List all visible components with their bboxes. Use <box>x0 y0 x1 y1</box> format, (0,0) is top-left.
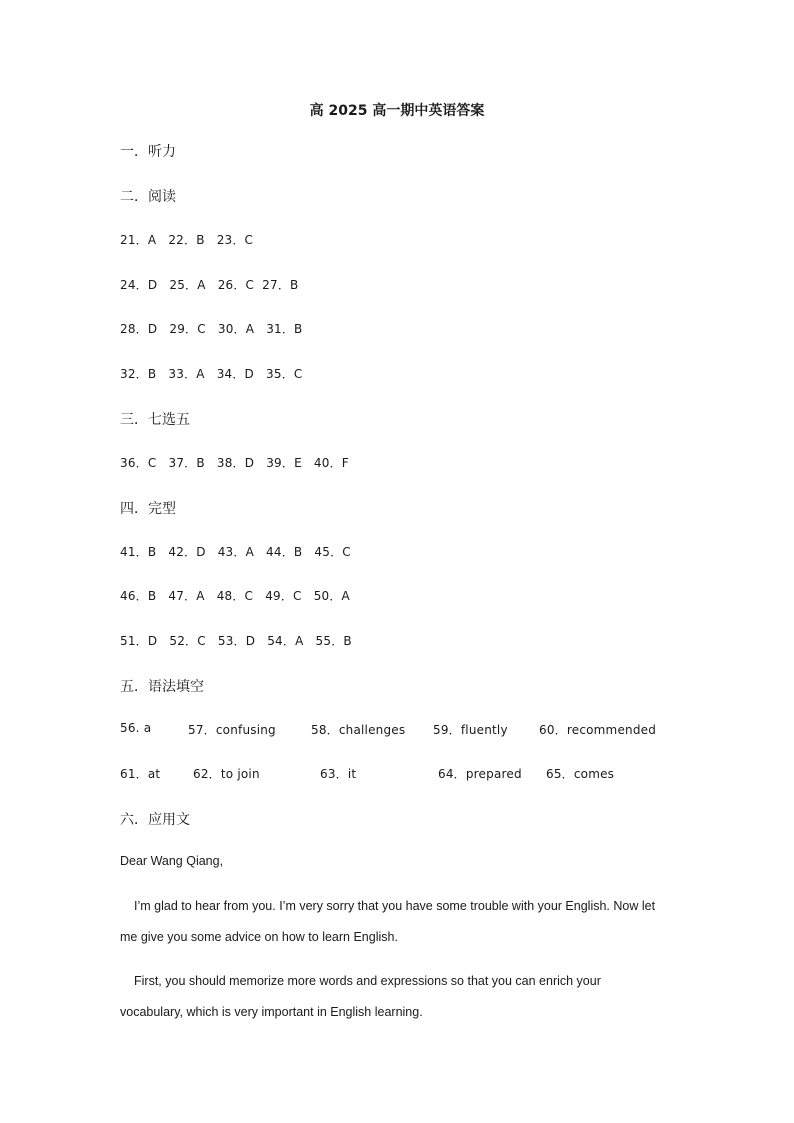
answer: 39．E <box>266 456 302 470</box>
answer: 25．A <box>169 278 206 292</box>
answer: 30．A <box>217 322 255 336</box>
answer: 60．recommended <box>539 723 657 737</box>
answer: 45．C <box>314 545 351 559</box>
answer: 53．D <box>217 634 256 648</box>
answer: 35．C <box>266 367 303 381</box>
letter-greeting: Dear Wang Qiang, <box>120 854 224 868</box>
answer: 37．B <box>168 456 205 470</box>
section-seven-five: 三．七选五 <box>120 412 190 428</box>
answer: 63．it <box>320 767 357 781</box>
answer: 64．prepared <box>438 767 522 781</box>
answer-row <box>120 320 303 337</box>
answer: 36．C <box>120 456 157 470</box>
answer: 48．C <box>216 589 254 603</box>
page-title: 高 2025 高一期中英语答案 <box>309 103 485 119</box>
answer: 29．C <box>169 322 206 336</box>
answer-row <box>120 276 298 293</box>
answer: 54．A <box>267 634 304 648</box>
section-writing: 六．应用文 <box>120 812 190 828</box>
answer-row <box>120 231 253 248</box>
answer: 31．B <box>266 322 303 336</box>
answer: 32．B <box>120 367 157 381</box>
answer: 34．D <box>216 367 254 381</box>
answer: 41．B <box>120 545 157 559</box>
answer: 28．D <box>120 322 158 336</box>
answer: 42．D <box>168 545 206 559</box>
answer: 46．B <box>120 589 157 603</box>
answer-row <box>120 721 680 737</box>
section-listening: 一．听力 <box>120 144 176 160</box>
letter-paragraph: First, you should memorize more words and expressions so that you can enrich your vocabulary, which is very important in English learning. <box>120 974 601 1019</box>
answer: 24．D <box>120 278 158 292</box>
answer-row <box>120 543 351 560</box>
letter-paragraph: I’m glad to hear from you. I’m very sorry that you have some trouble with your English. Now let me give you some advice on how to learn English. <box>120 899 656 944</box>
answer: 56. a <box>120 721 152 735</box>
answer: 47．A <box>168 589 205 603</box>
section-cloze: 四．完型 <box>120 501 176 517</box>
answer: 61．at <box>120 767 161 781</box>
answer-row <box>120 365 303 382</box>
answer: 43．A <box>217 545 254 559</box>
answer: 62．to join <box>193 767 260 781</box>
answer: 51．D <box>120 634 158 648</box>
answer: 26．C <box>217 278 255 292</box>
answer: 52．C <box>169 634 206 648</box>
answer: 49．C <box>265 589 302 603</box>
answer: 23．C <box>216 233 254 247</box>
answer-row <box>120 632 352 649</box>
answer: 44．B <box>266 545 303 559</box>
answer: 57．confusing <box>188 723 276 737</box>
answer: 21．A <box>120 233 157 247</box>
answer: 59．fluently <box>433 723 508 737</box>
section-reading: 二．阅读 <box>120 189 176 205</box>
answer-row <box>120 765 680 781</box>
answer: 38．D <box>216 456 255 470</box>
answer-row <box>120 587 350 604</box>
answer: 40．F <box>313 456 349 470</box>
answer-row <box>120 454 349 471</box>
section-grammar: 五．语法填空 <box>120 679 204 695</box>
answer: 50．A <box>313 589 350 603</box>
answer: 27．B <box>262 278 299 292</box>
answer: 65．comes <box>546 767 615 781</box>
answer: 22．B <box>168 233 205 247</box>
answer: 33．A <box>168 367 205 381</box>
answer: 55．B <box>315 634 352 648</box>
answer: 58．challenges <box>311 723 406 737</box>
